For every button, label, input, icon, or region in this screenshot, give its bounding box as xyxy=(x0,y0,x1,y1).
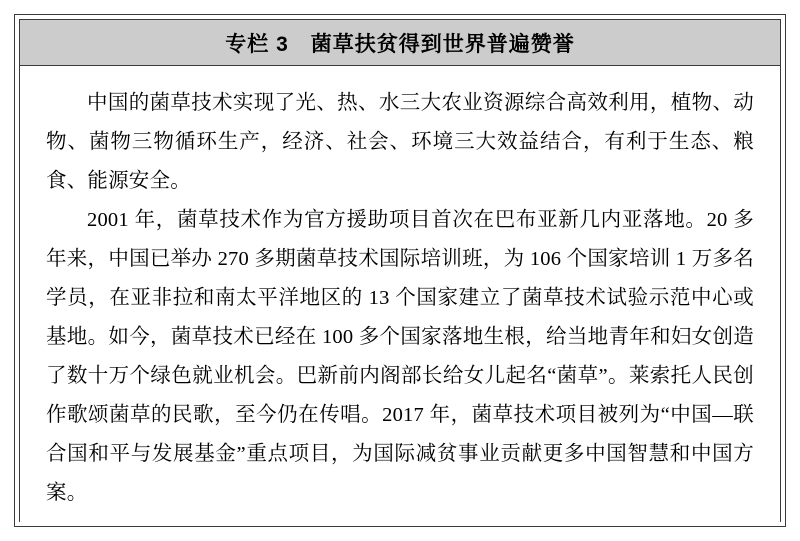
callout-paragraph-2: 2001 年，菌草技术作为官方援助项目首次在巴布亚新几内亚落地。20 多年来，中国已举办 270 多期菌草技术国际培训班，为 106 个国家培训 1 万多名学员，在亚非拉和南太平洋地区的 13 个国家建立了菌草技术试验示范中心或基地。如今，菌草技术已经在 100 多个国家落地生根，给当地青年和妇女创造了数十万个绿色就业机会。巴新前内阁部长给女儿起名“菌草”。莱索托人民创作歌颂菌草的民歌，至今仍在传唱。2017 年，菌草技术项目被列为“中国—联合国和平与发展基金”重点项目，为国际减贫事业贡献更多中国智慧和中国方案。 xyxy=(46,209,754,504)
callout-paragraph-1: 中国的菌草技术实现了光、热、水三大农业资源综合高效利用，植物、动物、菌物三物循环生产，经济、社会、环境三大效益结合，有利于生态、粮食、能源安全。 xyxy=(46,92,754,192)
callout-header xyxy=(20,20,780,66)
callout-box-inner-border xyxy=(19,19,781,522)
callout-title: 专栏 3 菌草扶贫得到世界普遍赞誉 xyxy=(225,32,575,56)
callout-body xyxy=(20,66,780,523)
callout-box-outer-border xyxy=(14,14,786,527)
